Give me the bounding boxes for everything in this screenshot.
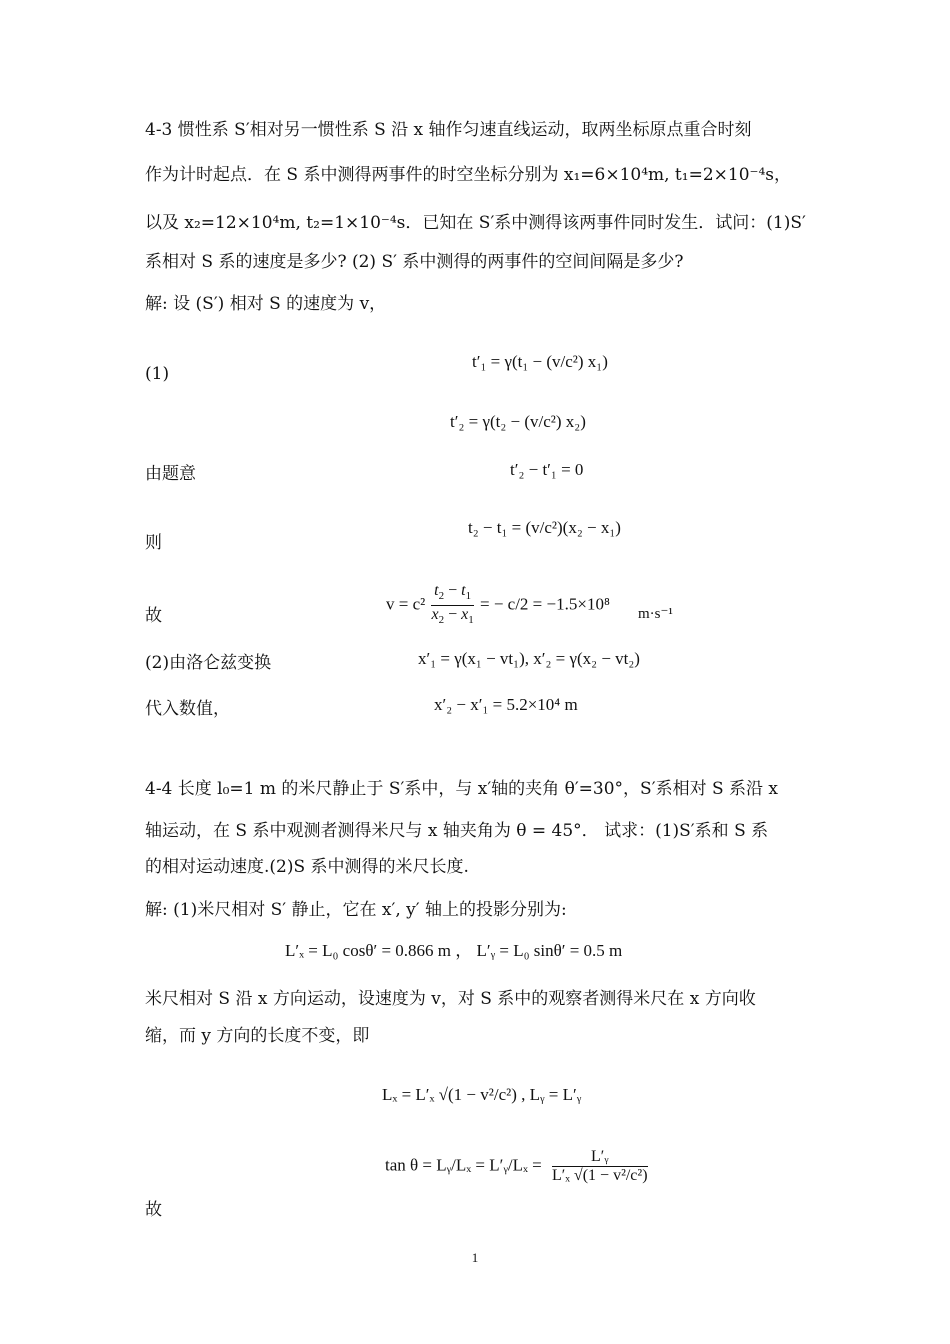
equation-spatial-interval: x′₂ − x′₁ = 5.2×10⁴ m <box>434 695 578 714</box>
tan-theta-middle: Lᵧ/Lₓ = L′ᵧ/Lₓ = <box>436 1155 542 1175</box>
solution-4-3-intro: 解: 设 (S′) 相对 S 的速度为 v， <box>145 294 387 314</box>
velocity-unit: m·s⁻¹ <box>638 606 673 622</box>
equation-length-contraction: Lₓ = L′ₓ √(1 − v²/c²) , Lᵧ = L′ᵧ <box>382 1085 582 1104</box>
equation-lorentz: x′₁ = γ(x₁ − vt₁), x′₂ = γ(x₂ − vt₂) <box>418 649 640 668</box>
problem-4-4-text-1: 米尺相对 S 沿 x 方向运动，设速度为 v，对 S 系中的观察者测得米尺在 x 方向收 <box>145 989 756 1009</box>
label-then: 则 <box>145 533 162 553</box>
page-number: 1 <box>471 1250 479 1265</box>
equation-tan-theta <box>385 1148 650 1185</box>
problem-4-4-line-2: 轴运动，在 S 系中观测者测得米尺与 x 轴夹角为 θ = 45°． 试求：(1)S′系和 S 系 <box>145 821 769 841</box>
problem-4-3-line-2: 作为计时起点．在 S 系中测得两事件的时空坐标分别为 x₁=6×10⁴m, t₁=2×10⁻⁴s， <box>145 165 792 185</box>
label-therefore-1: 故 <box>145 606 162 626</box>
velocity-lhs: v = c² <box>386 594 426 614</box>
tan-theta-denominator: L′ₓ √(1 − v²/c²) <box>552 1167 648 1184</box>
problem-4-3-line-3: 以及 x₂=12×10⁴m, t₂=1×10⁻⁴s．已知在 S′系中测得该两事件同时发生．试问：(1)S′ <box>145 213 806 233</box>
equation-projections: L′ₓ = L₀ cosθ′ = 0.866 m ， L′ᵧ = L₀ sinθ′ = 0.5 m <box>285 941 623 960</box>
equation-t1-prime: t′₁ = γ(t₁ − (v/c²) x₁) <box>472 352 608 371</box>
problem-4-3-line-1: 4-3 惯性系 S′相对另一惯性系 S 沿 x 轴作匀速直线运动，取两坐标原点重合时刻 <box>145 120 752 140</box>
problem-4-4-line-1: 4-4 长度 l₀=1 m 的米尺静止于 S′系中，与 x′轴的夹角 θ′=30°，S′系相对 S 系沿 x <box>145 779 779 799</box>
velocity-result: = − c/2 = −1.5×10⁸ <box>479 594 610 614</box>
velocity-fraction: $\frac{t_2 - t_1}{x_2 - x_1}$ <box>431 582 474 627</box>
problem-4-4-line-3: 的相对运动速度.(2)S 系中测得的米尺长度. <box>145 857 469 877</box>
tan-theta-numerator: L′ᵧ <box>552 1148 648 1167</box>
problem-4-4-text-2: 缩，而 y 方向的长度不变，即 <box>145 1026 370 1046</box>
tan-theta-fraction <box>552 1148 648 1185</box>
label-part-1: (1) <box>145 364 170 384</box>
tan-theta-lhs: tan θ = <box>385 1155 432 1175</box>
label-therefore-2: 故 <box>145 1200 162 1220</box>
label-given: 由题意 <box>145 464 196 484</box>
label-lorentz: (2)由洛仑兹变换 <box>145 653 272 673</box>
equation-t2-prime: t′₂ = γ(t₂ − (v/c²) x₂) <box>450 412 586 431</box>
equation-simultaneous: t′₂ − t′₁ = 0 <box>510 460 584 479</box>
equation-velocity <box>386 582 610 629</box>
problem-4-3-line-4: 系相对 S 系的速度是多少? (2) S′ 系中测得的两事件的空间间隔是多少? <box>145 252 684 272</box>
label-substitute: 代入数值， <box>145 699 230 719</box>
solution-4-4-intro: 解: (1)米尺相对 S′ 静止，它在 x′, y′ 轴上的投影分别为: <box>145 900 567 920</box>
equation-time-difference: t₂ − t₁ = (v/c²)(x₂ − x₁) <box>468 518 621 537</box>
